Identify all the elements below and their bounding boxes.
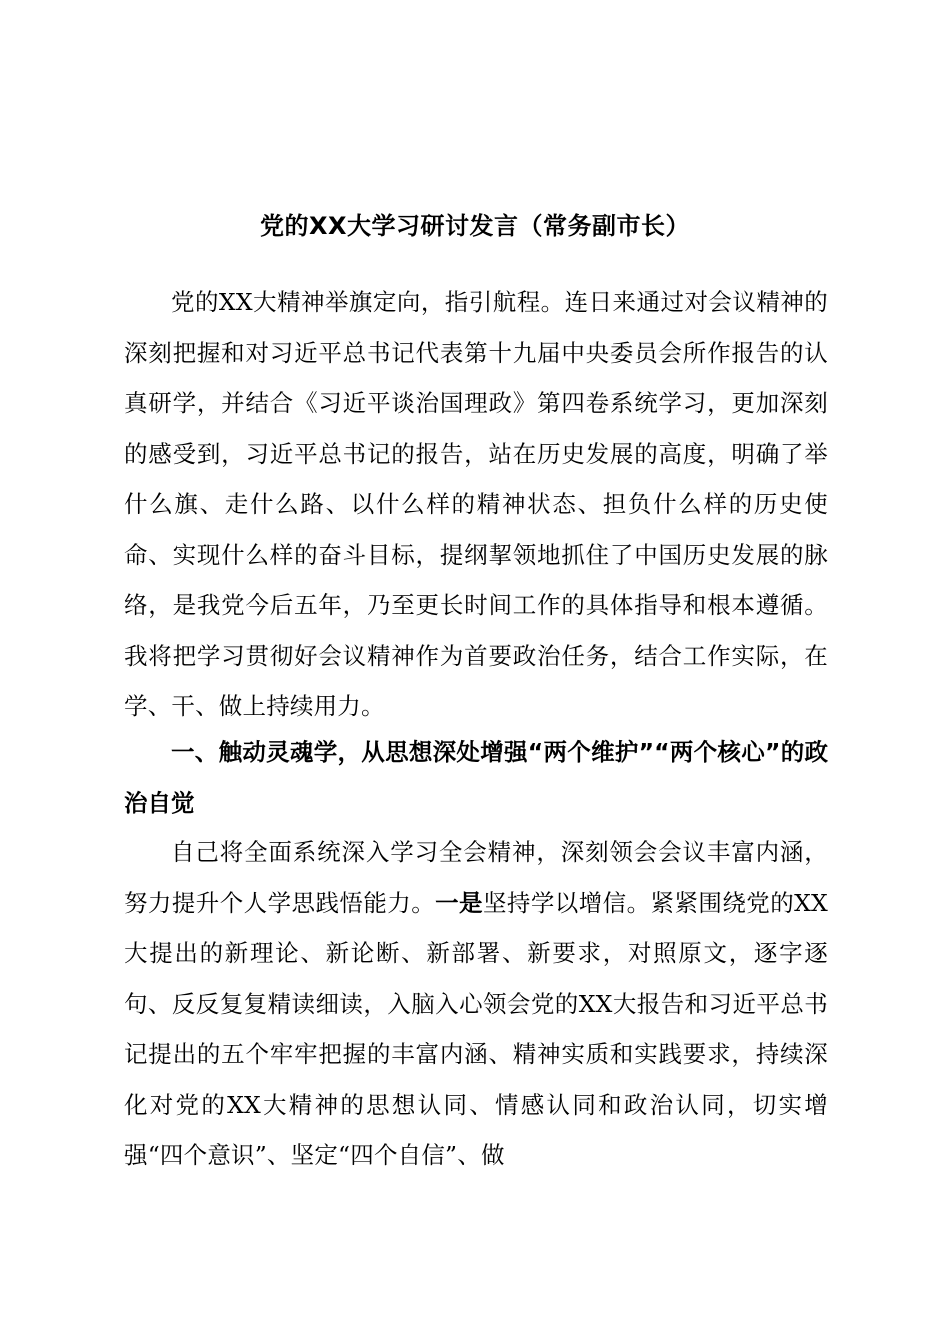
document-title: 党的XX大学习研讨发言（常务副市长） xyxy=(259,212,690,240)
paragraph-lead-bold: 一是 xyxy=(435,888,483,917)
paragraph-text-after: 坚持学以增信。紧紧围绕党的XX大提出的新理论、新论断、新部署、新要求，对照原文，逐字逐句、反反复复精读细读，入脑入心领会党的XX大报告和习近平总书记提出的五个牢牢把握的丰富内涵、精神实质和实践要求，持续深化对党的XX大精神的思想认同、情感认同和政治认同，切实增强“四个意识”、坚定“四个自信”、做 xyxy=(124,888,828,1169)
section-heading-1: 一、触动灵魂学，从思想深处增强“两个维护”“两个核心”的政治自觉 xyxy=(124,738,828,817)
paragraph-text-before: 自己将全面系统深入学习全会精神，深刻领会会议丰富内涵，努力提升个人学思践悟能力。 xyxy=(124,838,828,917)
paragraph-section-1 xyxy=(124,827,828,1181)
paragraph-intro: 党的XX大精神举旗定向，指引航程。连日来通过对会议精神的深刻把握和对习近平总书记代表第十九届中央委员会所作报告的认真研学，并结合《习近平谈治国理政》第四卷系统学习，更加深刻的感受到，习近平总书记的报告，站在历史发展的高度，明确了举什么旗、走什么路、以什么样的精神状态、担负什么样的历史使命、实现什么样的奋斗目标，提纲挈领地抓住了中国历史发展的脉络，是我党今后五年，乃至更长时间工作的具体指导和根本遵循。我将把学习贯彻好会议精神作为首要政治任务，结合工作实际，在学、干、做上持续用力。 xyxy=(124,288,828,720)
